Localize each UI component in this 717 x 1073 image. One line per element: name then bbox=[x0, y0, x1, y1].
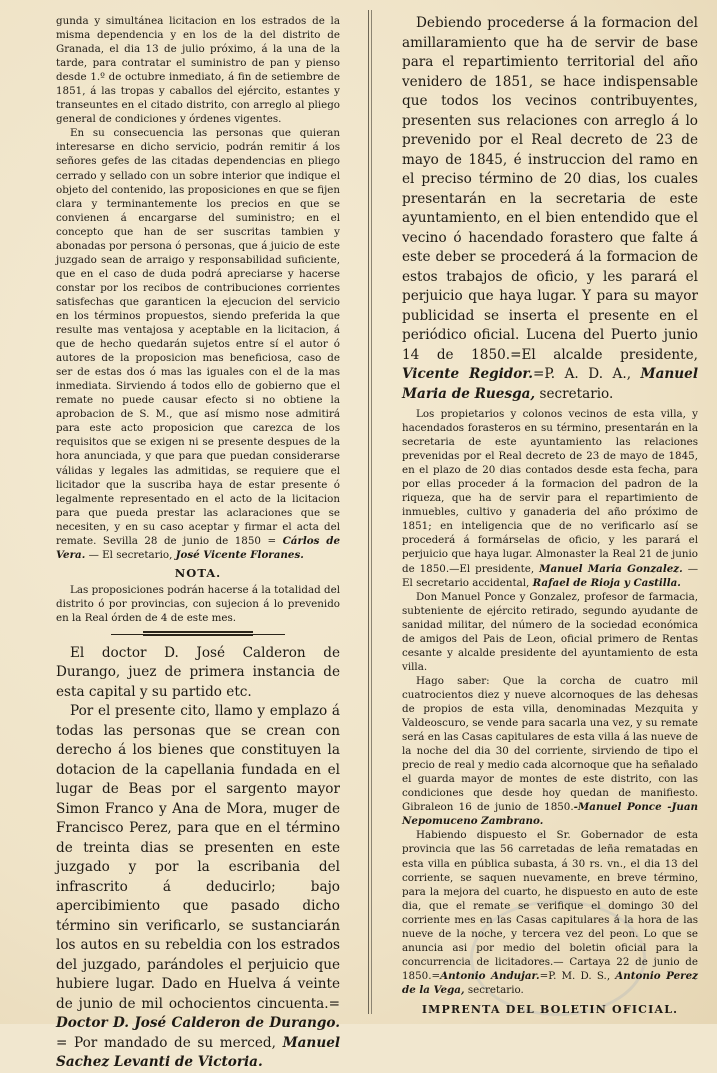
edict-notary: Manuel Sachez Levanti de Victoria. bbox=[56, 1034, 341, 1071]
amillaramiento-closing: =P. A. D. A., bbox=[532, 366, 632, 382]
cartaya-secretary: Antonio Perez de la Vega, bbox=[402, 969, 698, 996]
edict-body bbox=[56, 702, 340, 1073]
edict-heading: El doctor D. José Calderon de Durango, juez de primera instancia de esta capital y su partido etc. bbox=[56, 644, 340, 700]
tender-secretary: José Vicente Floranes. bbox=[175, 548, 304, 561]
left-column bbox=[56, 14, 340, 1073]
tender-continuation-paragraph: gunda y simultánea licitacion en los estrados de la misma dependencia y en los de la del distrito de Granada, el dia 13 de julio próximo, á la una de la tarde, para contratar el suministro de pan y pienso desde 1.º de octubre inmediato, á fin de setiembre de 1851, á las tropas y caballos del ejército, estantes y transeuntes en el citado distrito, con arreglo al pliego general de condiciones y órdenes vigentes. bbox=[56, 15, 340, 126]
gibraleon-notice bbox=[402, 674, 698, 829]
amillaramiento-signature: Vicente Regidor. bbox=[402, 366, 533, 382]
gibraleon-date: 1850. bbox=[544, 801, 574, 814]
nota-text: Las proposiciones podrán hacerse á la totalidad del distrito ó por provincias, con sujecion á lo prevenido en la Real órden de 4 de este mes. bbox=[56, 583, 340, 624]
tender-conditions-text: En su consecuencia las personas que quieran interesarse en dicho servicio, podrán remitir á los señores gefes de las citadas dependencias en pliego cerrado y sellado con un sobre interior que indique el objeto del contenido, las proposiciones en que se fijen clara y terminantemente los precios en que se convienen á encargarse del suministro; en el concepto que han de ser suscritas tambien y abonadas por persona ó personas, que á juicio de este juzgado sean de arraigo y responsabilidad suficiente, que en el caso de duda podrá apreciarse y hacerse constar por los recibos de contribuciones corrientes satisfechas que garanticen la ejecucion del servicio en los términos propuestos, siendo preferida la que resulte mas ventajosa y aceptable en la licitacion, á que de hecho quedarán sujetos entre sí el autor ó autores de la proposicion mas beneficiosa, caso de ser de estas dos ó mas las iguales con el de la mas inmediata. Sirviendo á todos ello de gobierno que el remate no puede causar efecto si no obtiene la aprobacion de S. M., que así mismo nose admitirá para este acto proposicion que carezca de los requisitos que se exigen ni se presente despues de la hora anunciada, y que para que puedan considerarse válidas y legales las admitidas, se requiere que el licitador que la suscriba haya de estar presente ó legalmente representado en el acto de la licitacion para que pueda prestar las aclaraciones que se necesiten, y en su caso aceptar y firmar el acta del remate. Sevilla 28 de junio de 1850 = bbox=[56, 127, 340, 547]
amillaramiento-notice bbox=[402, 14, 698, 404]
almonaster-closing: —El secretario accidental, bbox=[402, 562, 698, 589]
nota-heading: NOTA. bbox=[174, 565, 222, 580]
edict-body-text: Por el presente cito, llamo y emplazo á todas las personas que se crean con derecho á los bienes que constituyen la dotacion de la capellania fundada en el lugar de Beas por el sargento mayor Simon Franco y Ana de Mora, muger de Francisco Perez, para que en el término de treinta dias se presenten en este juzgado y por la escribania del infrascrito á deducirlo; bajo apercibimiento que pasado dicho término sin verificarlo, se sustanciarán los autos en su rebeldia con los estrados del juzgado, parándoles el perjuicio que hubiere lugar. Dado en Huelva á veinte de junio de mil ochocientos cincuenta.= bbox=[56, 703, 340, 1012]
cartaya-text: Habiendo dispuesto el Sr. Gobernador de esta provincia que las 56 carretadas de leña rematadas en esta villa en pública subasta, á 30 rs. vn., el dia 13 del corriente, se saquen nuevamente, en breve término, para la mejora del cuarto, he dispuesto en auto de este dia, que el remate se verifique el domingo 30 del corriente mes en las Casas capitulares á la hora de las nueve de la noche, y tercera vez del peon. Lo que se anuncia asi por medio del boletin oficial para la concurrencia de licitadores.— Cartaya 22 de junio de 1850.= bbox=[402, 829, 698, 982]
cartaya-end: secretario. bbox=[467, 983, 524, 996]
gibraleon-signature: -Manuel Ponce -Juan Nepomuceno Zambrano. bbox=[402, 801, 698, 828]
amillaramiento-secretary: Manuel Maria de Ruesga, bbox=[402, 366, 698, 402]
cartaya-closing: =P. M. D. S., bbox=[539, 969, 611, 982]
column-divider bbox=[368, 10, 369, 1014]
column-divider-secondary bbox=[371, 10, 372, 1014]
cartaya-notice bbox=[402, 828, 698, 997]
gibraleon-text: Hago saber: Que la corcha de cuatro mil cuatrocientos diez y nueve alcornoques de las dehesas de propios de esta villa, denominadas Mezquita y Valdeoscuro, se vende para sacarla una vez, y su remate será en las Casas capitulares de esta villa á las nueve de la noche del dia 30 del corriente, sirviendo de tipo el precio de real y medio cada alcornoque que ha señalado el guarda mayor de montes de este distrito, con las condiciones que desde hoy quedan de manifiesto. Gibraleon 16 de junio de bbox=[402, 674, 698, 814]
almonaster-notice bbox=[402, 407, 698, 590]
printer-imprint: IMPRENTA DEL BOLETIN OFICIAL. bbox=[421, 1002, 679, 1016]
amillaramiento-end: secretario. bbox=[539, 385, 614, 402]
right-column bbox=[402, 14, 698, 1016]
tender-conditions-paragraph bbox=[56, 126, 340, 561]
tender-closing: — El secretario, bbox=[88, 548, 173, 561]
section-ornament-rule bbox=[143, 631, 253, 636]
edict-closing: = Por mandado de su merced, bbox=[56, 1034, 276, 1051]
gibraleon-header: Don Manuel Ponce y Gonzalez, profesor de farmacia, subteniente de ejército retirado, segundo ayudante de sanidad militar, del número de la sociedad económica de amigos del Pais de Leon, oficial primero de Rentas cesante y alcalde presidente del ayuntamiento de esta villa. bbox=[402, 590, 698, 673]
almonaster-text: Los propietarios y colonos vecinos de esta villa, y hacendados forasteros en su término, presentarán en la secretaria de este ayuntamiento las relaciones prevenidas por el Real decreto de 23 de mayo de 1845, en el plazo de 20 dias contados desde esta fecha, para por ellas proceder á la formacion del padron de la riqueza, que ha de servir para el repartimiento de inmuebles, cultivo y ganaderia del año próximo de 1851; en inteligencia que de no verificarlo así se procederá á formárselas de oficio, y les parará el perjuicio que haya lugar. Almonaster la Real 21 de junio de 1850.—El presidente, bbox=[402, 408, 698, 575]
almonaster-secretary: Rafael de Rioja y Castilla. bbox=[532, 576, 681, 589]
amillaramiento-text: Debiendo procederse á la formacion del amillaramiento que ha de servir de base para el repartimiento territorial del año venidero de 1851, se hace indispensable que todos los vecinos contribuyentes, presenten sus relaciones con arreglo á lo prevenido por el Real decreto de 23 de mayo de 1845, é instruccion del ramo en el preciso término de 20 dias, los cuales presentarán en la secretaria de este ayuntamiento, en el bien entendido que el vecino ó hacendado forastero que falte á este deber se procederá á la formacion de estos trabajos de oficio, y les parará el perjuicio que haya lugar. Y para su mayor publicidad se inserta el presente en el periódico oficial. Lucena del Puerto junio 14 de 1850.=El alcalde presidente, bbox=[402, 15, 698, 363]
edict-signature: Doctor D. José Calderon de Durango. bbox=[56, 1015, 340, 1032]
almonaster-signature: Manuel Maria Gonzalez. bbox=[539, 562, 683, 575]
cartaya-signature: Antonio Andujar. bbox=[440, 969, 540, 982]
tender-signature: Cárlos de Vera. bbox=[56, 534, 340, 561]
